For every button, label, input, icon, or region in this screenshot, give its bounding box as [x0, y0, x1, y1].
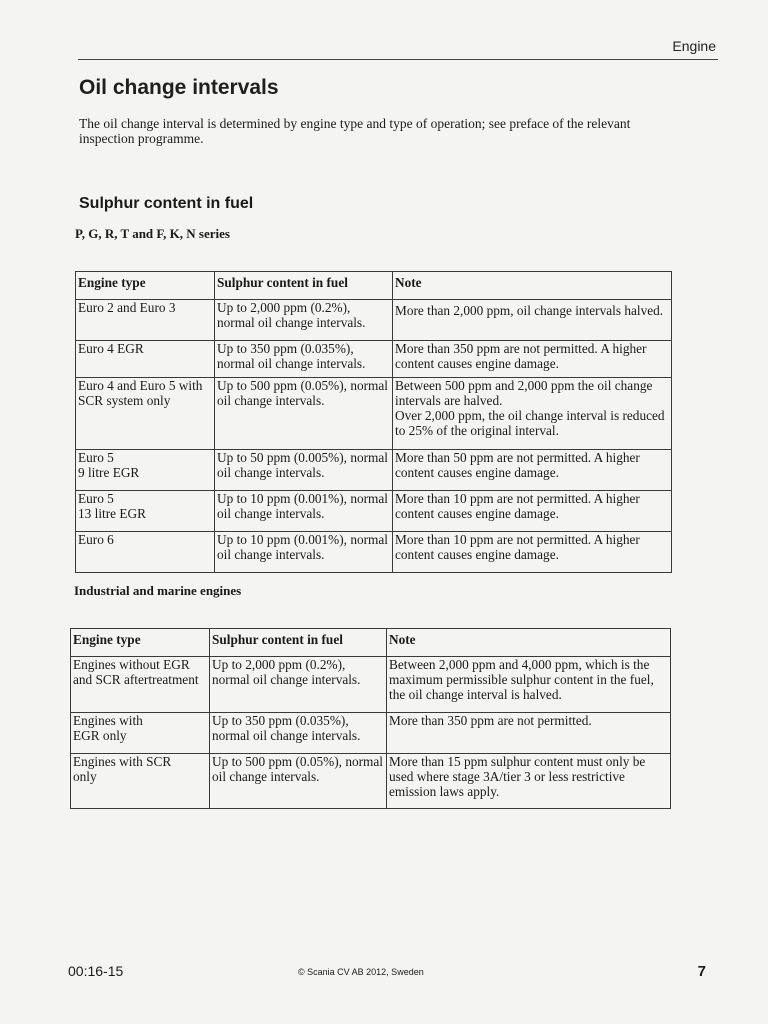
industrial-heading: Industrial and marine engines — [74, 583, 242, 598]
engine-cell: Euro 4 EGR — [76, 341, 215, 378]
table-row — [76, 341, 672, 378]
col-header-engine-type: Engine type — [71, 629, 210, 657]
page-title: Oil change intervals — [79, 76, 279, 99]
col-header-engine-type: Engine type — [76, 272, 215, 300]
note-line: Between 500 ppm and 2,000 ppm the oil change intervals are halved. — [395, 378, 653, 408]
footer-document-code: 00:16-15 — [68, 963, 124, 979]
engine-cell: Engines without EGR and SCR aftertreatment — [71, 657, 210, 713]
col-header-note: Note — [387, 629, 671, 657]
note-cell: More than 50 ppm are not permitted. A higher content causes engine damage. — [393, 450, 672, 491]
sulphur-cell: Up to 350 ppm (0.035%), normal oil change intervals. — [215, 341, 393, 378]
note-line: Over 2,000 ppm, the oil change interval is reduced to 25% of the original interval. — [395, 408, 665, 438]
section-header: Engine — [672, 38, 716, 54]
note-cell: More than 10 ppm are not permitted. A higher content causes engine damage. — [393, 532, 672, 573]
engine-line: Euro 5 — [78, 450, 114, 465]
sulphur-cell: Up to 50 ppm (0.005%), normal oil change intervals. — [215, 450, 393, 491]
engine-cell: Engines with SCR only — [71, 754, 210, 809]
sulphur-cell: Up to 2,000 ppm (0.2%), normal oil change intervals. — [215, 300, 393, 341]
sulphur-cell: Up to 500 ppm (0.05%), normal oil change intervals. — [210, 754, 387, 809]
table-row — [71, 657, 671, 713]
note-cell: More than 350 ppm are not permitted. — [387, 713, 671, 754]
header-divider — [78, 59, 718, 60]
table-row — [76, 300, 672, 341]
table-header-row — [76, 272, 672, 300]
col-header-sulphur: Sulphur content in fuel — [215, 272, 393, 300]
engine-cell: Euro 4 and Euro 5 with SCR system only — [76, 378, 215, 450]
note-cell: More than 15 ppm sulphur content must only be used where stage 3A/tier 3 or less restrictive emission laws apply. — [387, 754, 671, 809]
footer-copyright: © Scania CV AB 2012, Sweden — [298, 967, 424, 977]
table-row — [76, 491, 672, 532]
note-cell: More than 10 ppm are not permitted. A higher content causes engine damage. — [393, 491, 672, 532]
engine-cell — [76, 450, 215, 491]
note-cell: More than 350 ppm are not permitted. A higher content causes engine damage. — [393, 341, 672, 378]
intro-paragraph: The oil change interval is determined by engine type and type of operation; see preface of the relevant inspection programme. — [79, 116, 631, 146]
sulphur-heading: Sulphur content in fuel — [79, 195, 254, 212]
sulphur-cell: Up to 500 ppm (0.05%), normal oil change intervals. — [215, 378, 393, 450]
note-cell — [393, 378, 672, 450]
sulphur-cell: Up to 2,000 ppm (0.2%), normal oil change intervals. — [210, 657, 387, 713]
note-cell: More than 2,000 ppm, oil change intervals halved. — [393, 300, 672, 341]
table-row — [76, 378, 672, 450]
engine-cell: Engines with EGR only — [71, 713, 210, 754]
note-cell: Between 2,000 ppm and 4,000 ppm, which is the maximum permissible sulphur content in the fuel, the oil change interval is halved. — [387, 657, 671, 713]
table-row — [76, 532, 672, 573]
engine-cell: Euro 2 and Euro 3 — [76, 300, 215, 341]
table-header-row — [71, 629, 671, 657]
sulphur-table — [75, 271, 672, 573]
sulphur-cell: Up to 10 ppm (0.001%), normal oil change intervals. — [215, 491, 393, 532]
table-row — [76, 450, 672, 491]
page-number: 7 — [697, 963, 706, 980]
sulphur-cell: Up to 350 ppm (0.035%), normal oil change intervals. — [210, 713, 387, 754]
engine-cell — [76, 491, 215, 532]
table-row — [71, 754, 671, 809]
industrial-table — [70, 628, 671, 809]
col-header-sulphur: Sulphur content in fuel — [210, 629, 387, 657]
engine-line: Euro 5 — [78, 491, 114, 506]
sulphur-cell: Up to 10 ppm (0.001%), normal oil change intervals. — [215, 532, 393, 573]
engine-cell: Euro 6 — [76, 532, 215, 573]
table-row — [71, 713, 671, 754]
engine-line: 9 litre EGR — [78, 465, 140, 480]
series-label: P, G, R, T and F, K, N series — [75, 226, 230, 241]
engine-line: 13 litre EGR — [78, 506, 146, 521]
col-header-note: Note — [393, 272, 672, 300]
